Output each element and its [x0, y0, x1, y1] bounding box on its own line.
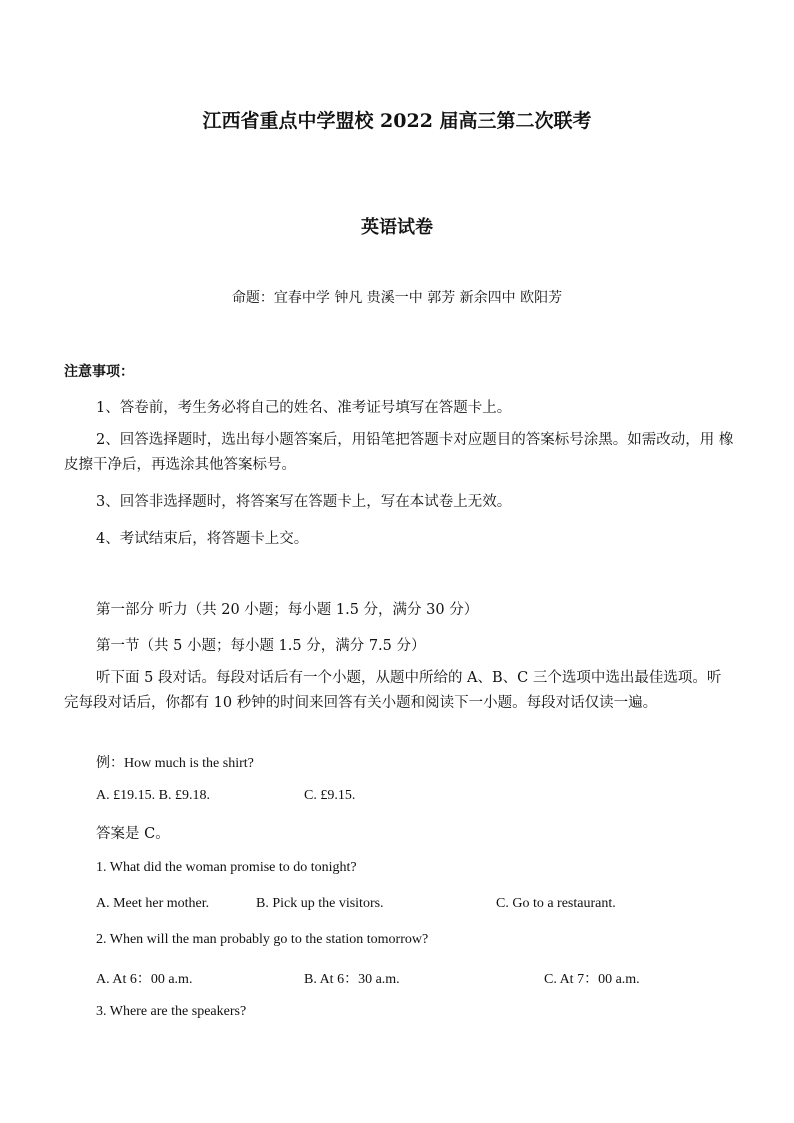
example-question: 例：How much is the shirt? [96, 756, 254, 771]
question-1-option-a: A. Meet her mother. [96, 896, 210, 911]
question-2-option-a: A. At 6：00 a.m. [96, 972, 193, 987]
question-1-stem: 1. What did the woman promise to do tonight? [96, 860, 357, 875]
question-2-stem: 2. When will the man probably go to the station tomorrow? [96, 932, 429, 947]
exam-authors: 命题：宜春中学 钟凡 贵溪一中 郭芳 新余四中 欧阳芳 [231, 290, 563, 306]
example-answer: 答案是 C。 [96, 826, 170, 842]
section1-title: 第一节（共 5 小题；每小题 1.5 分，满分 7.5 分） [96, 638, 426, 654]
exam-subject: 英语试卷 [361, 217, 433, 238]
notice-item-2: 2、回答选择题时，选出每小题答案后，用铅笔把答题卡对应题目的答案标号涂黑。如需改动，用 橡皮擦干净后，再选涂其他答案标号。 [64, 432, 734, 473]
notice-item-4: 4、考试结束后，将答题卡上交。 [96, 531, 309, 547]
question-2-option-c: C. At 7：00 a.m. [544, 972, 640, 987]
example-option-ab: A. £19.15. B. £9.18. [96, 788, 210, 803]
listening-instructions: 听下面 5 段对话。每段对话后有一个小题，从题中所给的 A、B、C 三个选项中选出最佳选项。听 完每段对话后，你都有 10 秒钟的时间来回答有关小题和阅读下一小题。每段对话仅读一遍。 [64, 670, 722, 711]
question-2-option-b: B. At 6：30 a.m. [304, 972, 400, 987]
question-1-option-b: B. Pick up the visitors. [256, 896, 384, 911]
question-1-option-c: C. Go to a restaurant. [496, 896, 616, 911]
exam-title: 江西省重点中学盟校 2022 届高三第二次联考 [202, 110, 592, 132]
notice-item-3: 3、回答非选择题时，将答案写在答题卡上，写在本试卷上无效。 [96, 494, 512, 510]
notice-heading: 注意事项： [64, 364, 134, 380]
question-3-stem: 3. Where are the speakers? [96, 1004, 247, 1019]
notice-item-1: 1、答卷前，考生务必将自己的姓名、准考证号填写在答题卡上。 [96, 400, 512, 416]
example-option-c: C. £9.15. [304, 788, 356, 803]
part1-title: 第一部分 听力（共 20 小题；每小题 1.5 分，满分 30 分） [96, 602, 479, 618]
